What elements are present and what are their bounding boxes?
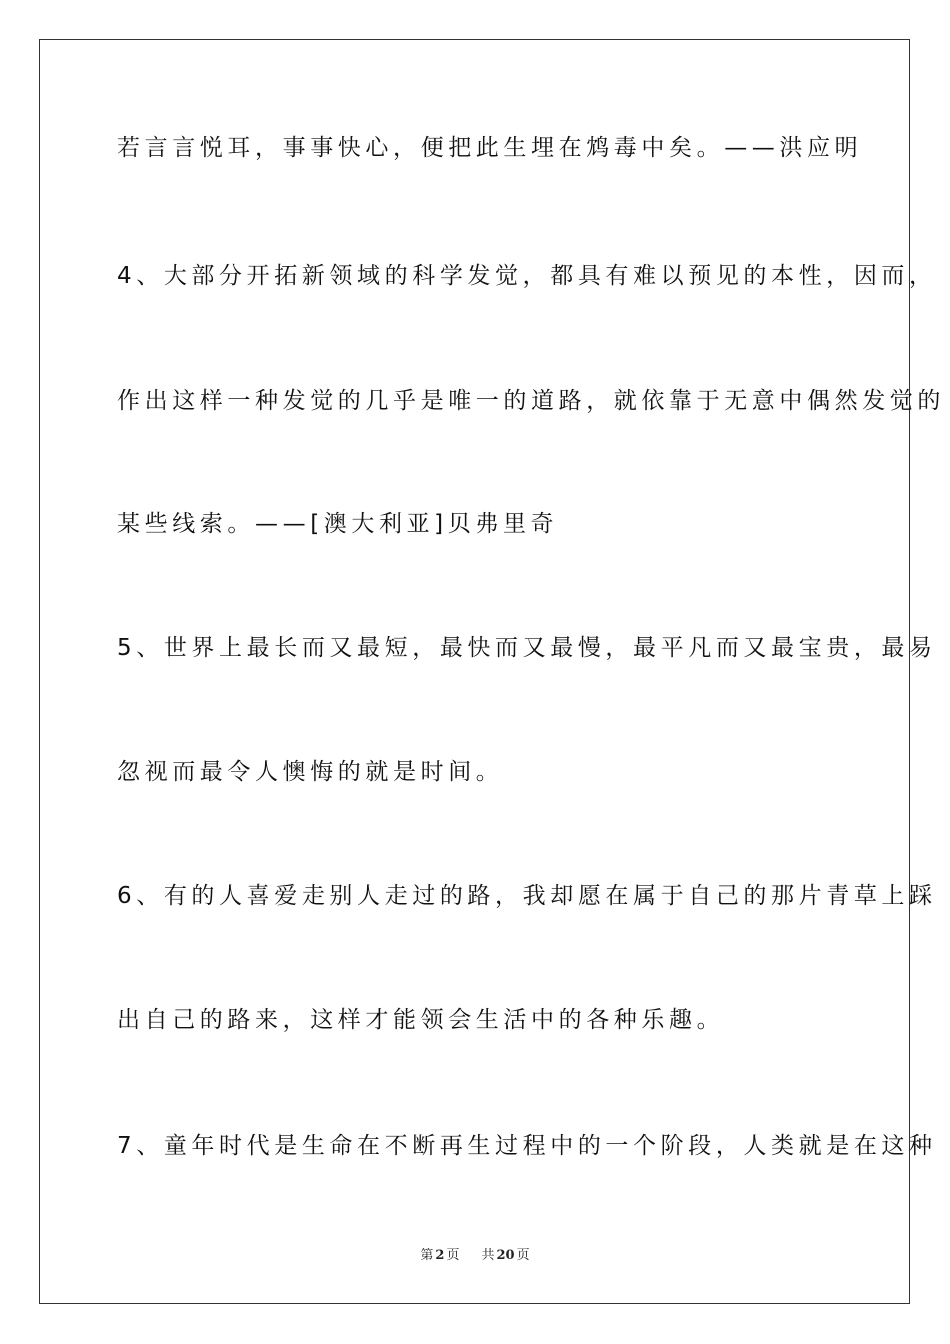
page-number: 2 xyxy=(435,1248,445,1263)
page-footer xyxy=(0,1247,950,1265)
text-line-7: 6、有的人喜爱走别人走过的路，我却愿在属于自己的那片青草上踩 xyxy=(117,883,937,909)
text-line-1: 若言言悦耳，事事快心，便把此生埋在鸩毒中矣。——洪应明 xyxy=(117,135,863,161)
text-line-3: 作出这样一种发觉的几乎是唯一的道路，就依靠于无意中偶然发觉的 xyxy=(117,388,945,414)
total-prefix: 共 xyxy=(481,1248,495,1263)
page-suffix: 页 xyxy=(446,1248,460,1263)
total-pages: 20 xyxy=(496,1248,515,1263)
text-line-2: 4、大部分开拓新领域的科学发觉，都具有难以预见的本性，因而， xyxy=(117,263,937,289)
total-suffix: 页 xyxy=(516,1248,530,1263)
text-line-6: 忽视而最令人懊悔的就是时间。 xyxy=(117,759,504,785)
text-line-8: 出自己的路来，这样才能领会生活中的各种乐趣。 xyxy=(117,1007,725,1033)
text-line-4: 某些线索。——[澳大利亚]贝弗里奇 xyxy=(117,511,559,537)
text-line-9: 7、童年时代是生命在不断再生过程中的一个阶段，人类就是在这种 xyxy=(117,1133,937,1159)
page-border xyxy=(39,39,910,1304)
text-line-5: 5、世界上最长而又最短，最快而又最慢，最平凡而又最宝贵，最易 xyxy=(117,635,937,661)
page-prefix: 第 xyxy=(420,1248,434,1263)
